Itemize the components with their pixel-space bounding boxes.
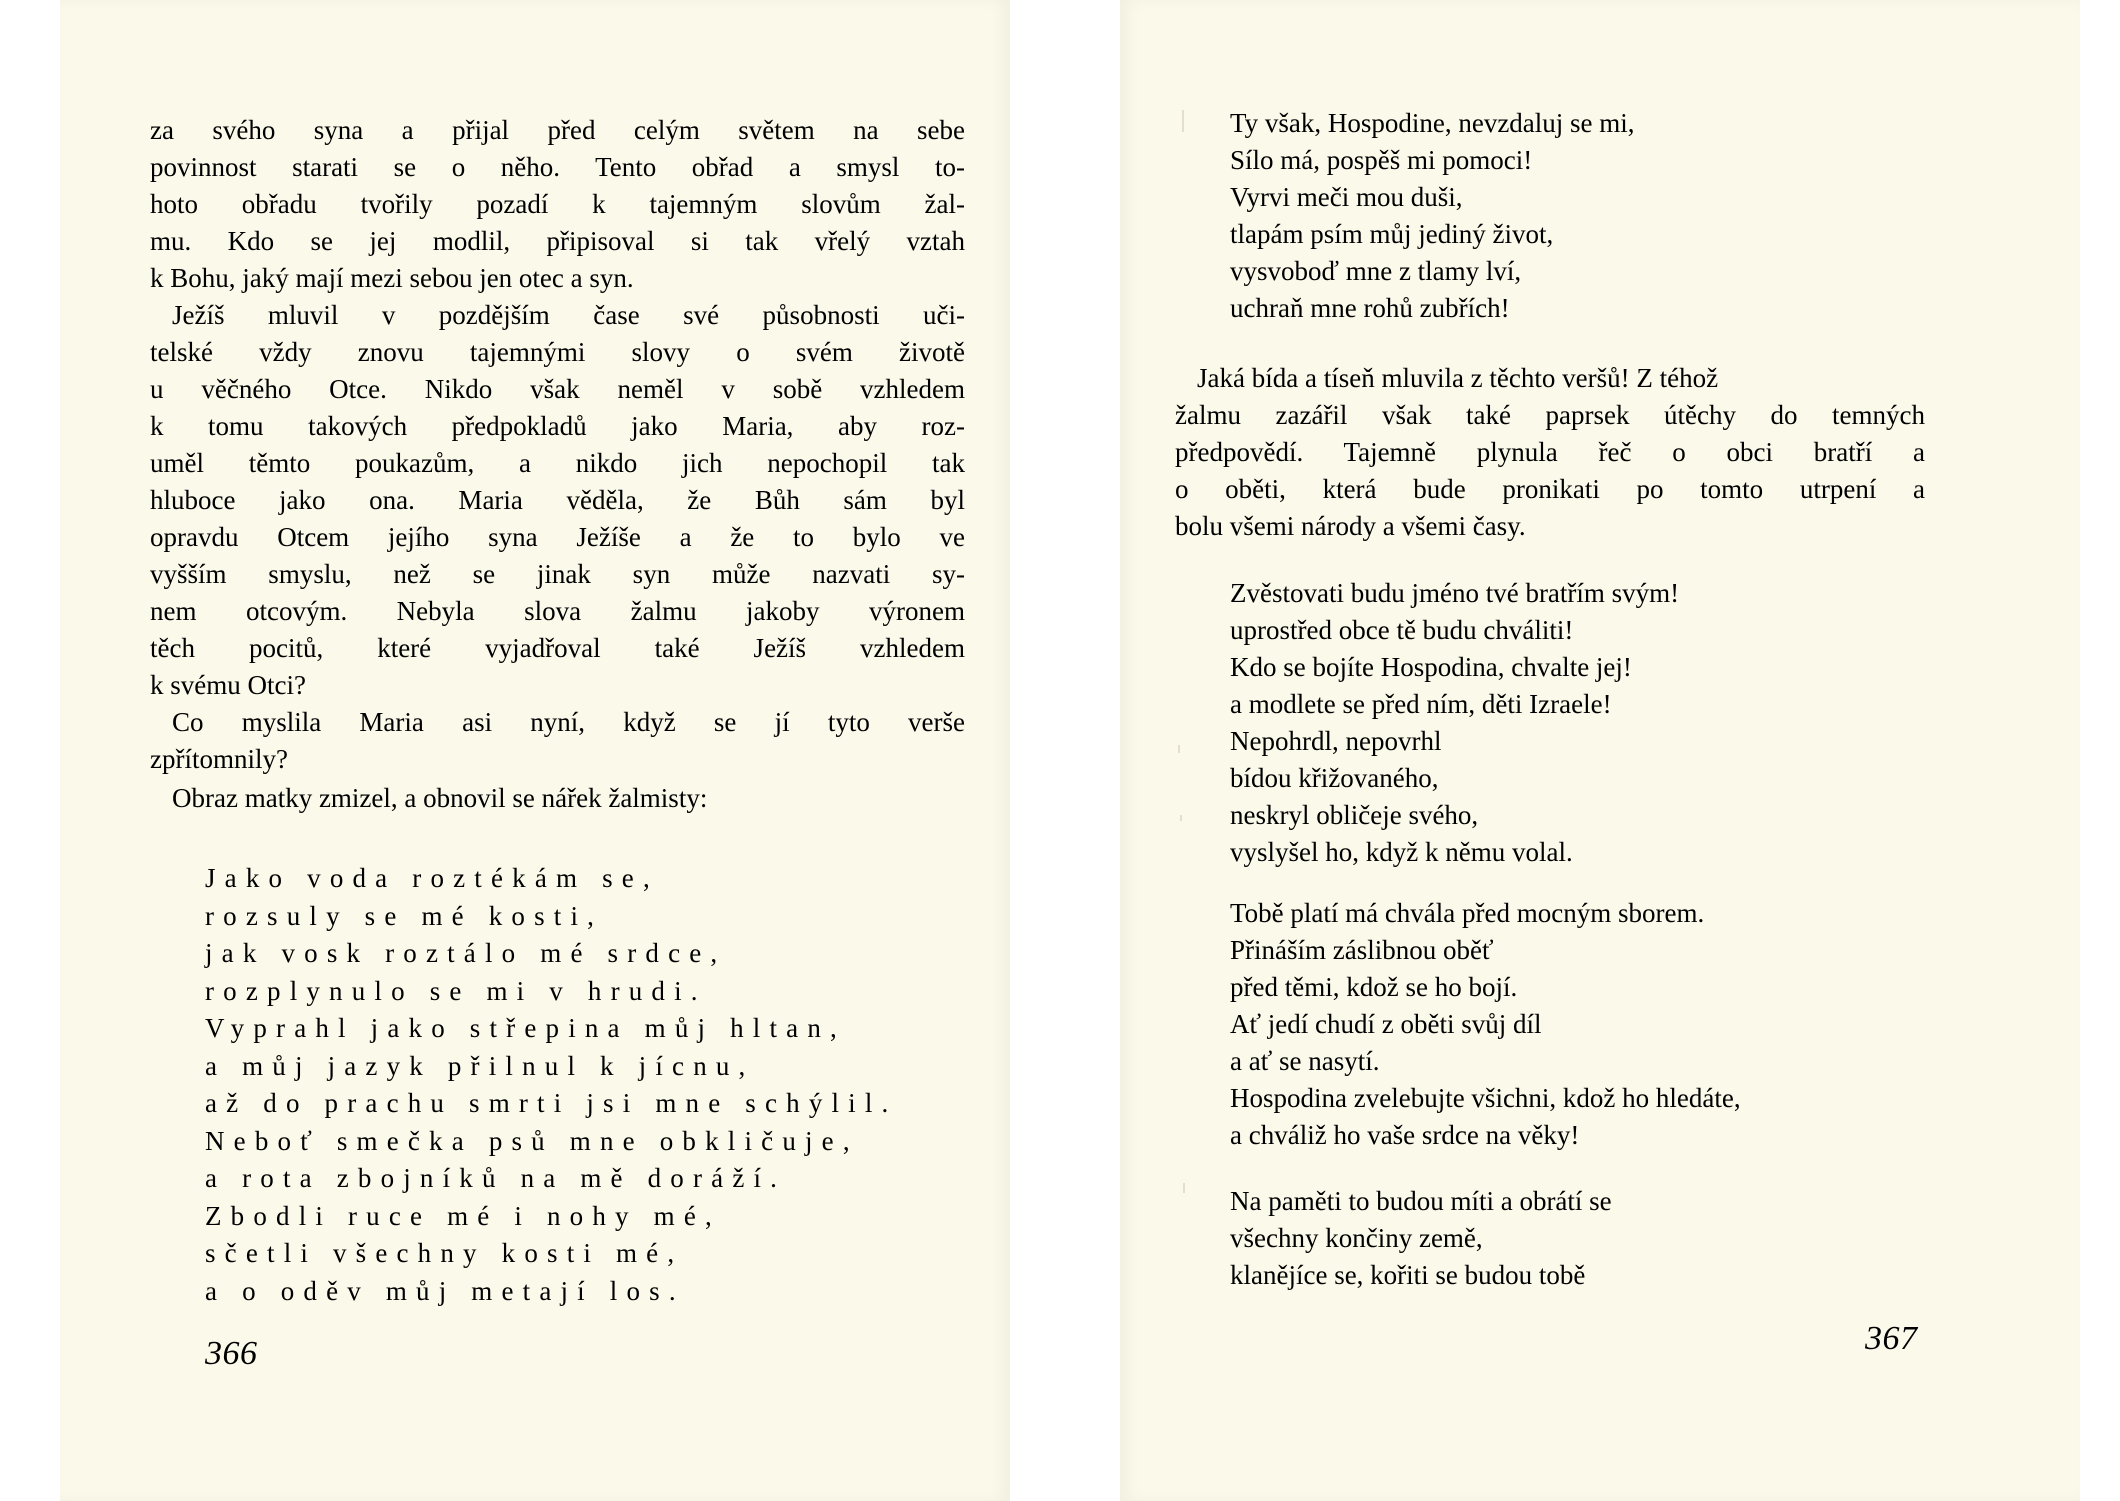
poem-line: Na paměti to budou míti a obrátí se xyxy=(1230,1186,1612,1216)
text-line: zpřítomnily? xyxy=(150,744,288,774)
poem-line: Ať jedí chudí z oběti svůj díl xyxy=(1230,1009,1542,1039)
text-line: za svého syna a přijal před celým světem na sebe xyxy=(150,115,965,145)
right-poem-4 xyxy=(1230,1183,1612,1294)
poem-line: uchraň mne rohů zubřích! xyxy=(1230,293,1510,323)
poem-line: a můj jazyk přilnul k jícnu, xyxy=(205,1050,755,1081)
poem-line: a ať se nasytí. xyxy=(1230,1046,1380,1076)
poem-line: a chváliž ho vaše srdce na věky! xyxy=(1230,1120,1580,1150)
poem-line: sčetli všechny kosti mé, xyxy=(205,1238,684,1268)
poem-line: Sílo má, pospěš mi pomoci! xyxy=(1230,145,1533,175)
text-line: hoto obřadu tvořily pozadí k tajemným slovům žal- xyxy=(150,189,965,219)
text-line: mu. Kdo se jej modlil, připisoval si tak vřelý vztah xyxy=(150,226,965,256)
text-line: o oběti, která bude pronikati po tomto utrpení a xyxy=(1175,474,1925,504)
text-line: u věčného Otce. Nikdo však neměl v sobě vzhledem xyxy=(150,374,965,404)
poem-line: Jako voda roztékám se, xyxy=(205,863,659,893)
page-number-right: 367 xyxy=(1865,1320,1918,1357)
poem-line: Vyrvi meči mou duši, xyxy=(1230,182,1463,212)
text-line: vyšším smyslu, než se jinak syn může nazvati sy- xyxy=(150,559,965,589)
text-line: těch pocitů, které vyjadřoval také Ježíš vzhledem xyxy=(150,633,965,663)
poem-line: Zvěstovati budu jméno tvé bratřím svým! xyxy=(1230,578,1680,608)
poem-line: vyslyšel ho, když k němu volal. xyxy=(1230,837,1573,867)
poem-line: Neboť smečka psů mne obkličuje, xyxy=(205,1125,859,1156)
margin-speck xyxy=(1180,815,1182,821)
text-line: Jaká bída a tíseň mluvila z těchto veršů! Z téhož xyxy=(1197,363,1719,393)
margin-speck xyxy=(1183,1183,1185,1193)
text-line: uměl těmto poukazům, a nikdo jich nepochopil tak xyxy=(150,448,965,478)
text-line: předpovědí. Tajemně plynula řeč o obci bratří a xyxy=(1175,437,1925,467)
poem-line: jak vosk roztálo mé srdce, xyxy=(205,938,727,968)
text-line: nem otcovým. Nebyla slova žalmu jakoby výronem xyxy=(150,596,965,626)
poem-line: tlapám psím můj jediný život, xyxy=(1230,219,1554,249)
text-line: k tomu takových předpokladů jako Maria, aby roz- xyxy=(150,411,965,441)
left-prose xyxy=(150,112,965,817)
poem-line: bídou křižovaného, xyxy=(1230,763,1439,793)
right-poem-2 xyxy=(1230,575,1679,871)
text-line: k svému Otci? xyxy=(150,670,306,700)
page-number-left: 366 xyxy=(205,1335,258,1372)
margin-speck xyxy=(1182,110,1184,132)
text-line: Ježíš mluvil v pozdějším čase své působnosti uči- xyxy=(172,300,965,330)
right-prose xyxy=(1175,360,1925,545)
poem-line: Tobě platí má chvála před mocným sborem. xyxy=(1230,898,1705,928)
poem-line: klanějíce se, kořiti se budou tobě xyxy=(1230,1260,1586,1290)
poem-line: a o oděv můj metají los. xyxy=(205,1275,685,1306)
poem-line: neskryl obličeje svého, xyxy=(1230,800,1479,830)
poem-line: vysvoboď mne z tlamy lví, xyxy=(1230,256,1522,286)
text-line: povinnost starati se o něho. Tento obřad a smysl to- xyxy=(150,152,965,182)
text-line: opravdu Otcem jejího syna Ježíše a že to bylo ve xyxy=(150,522,965,552)
text-line: k Bohu, jaký mají mezi sebou jen otec a syn. xyxy=(150,263,634,293)
margin-speck xyxy=(1178,745,1180,753)
poem-line: před těmi, kdož se ho bojí. xyxy=(1230,972,1518,1002)
poem-line: uprostřed obce tě budu chváliti! xyxy=(1230,615,1574,645)
right-poem-3 xyxy=(1230,895,1741,1154)
poem-line: Kdo se bojíte Hospodina, chvalte jej! xyxy=(1230,652,1632,682)
poem-line: Přináším záslibnou oběť xyxy=(1230,935,1494,965)
text-line: hluboce jako ona. Maria věděla, že Bůh sám byl xyxy=(150,485,965,515)
poem-line: Vyprahl jako střepina můj hltan, xyxy=(205,1013,846,1043)
text-line: Co myslila Maria asi nyní, když se jí tyto verše xyxy=(172,707,965,737)
text-line: žalmu zazářil však také paprsek útěchy do temných xyxy=(1175,400,1925,430)
text-line: bolu všemi národy a všemi časy. xyxy=(1175,511,1526,541)
poem-line: Nepohrdl, nepovrhl xyxy=(1230,726,1442,756)
poem-line: rozplynulo se mi v hrudi. xyxy=(205,975,707,1006)
poem-line: všechny končiny země, xyxy=(1230,1223,1483,1253)
left-poem xyxy=(205,860,965,1310)
text-line: telské vždy znovu tajemnými slovy o svém životě xyxy=(150,337,965,367)
poem-line: Zbodli ruce mé i nohy mé, xyxy=(205,1200,721,1231)
poem-line: rozsuly se mé kosti, xyxy=(205,900,604,931)
poem-line: až do prachu smrti jsi mne schýlil. xyxy=(205,1088,898,1118)
poem-line: a rota zbojníků na mě doráží. xyxy=(205,1163,787,1193)
poem-line: a modlete se před ním, děti Izraele! xyxy=(1230,689,1612,719)
text-line: Obraz matky zmizel, a obnovil se nářek žalmisty: xyxy=(172,783,708,813)
poem-line: Hospodina zvelebujte všichni, kdož ho hledáte, xyxy=(1230,1083,1741,1113)
poem-line: Ty však, Hospodine, nevzdaluj se mi, xyxy=(1230,108,1635,138)
right-poem-1 xyxy=(1230,105,1635,327)
